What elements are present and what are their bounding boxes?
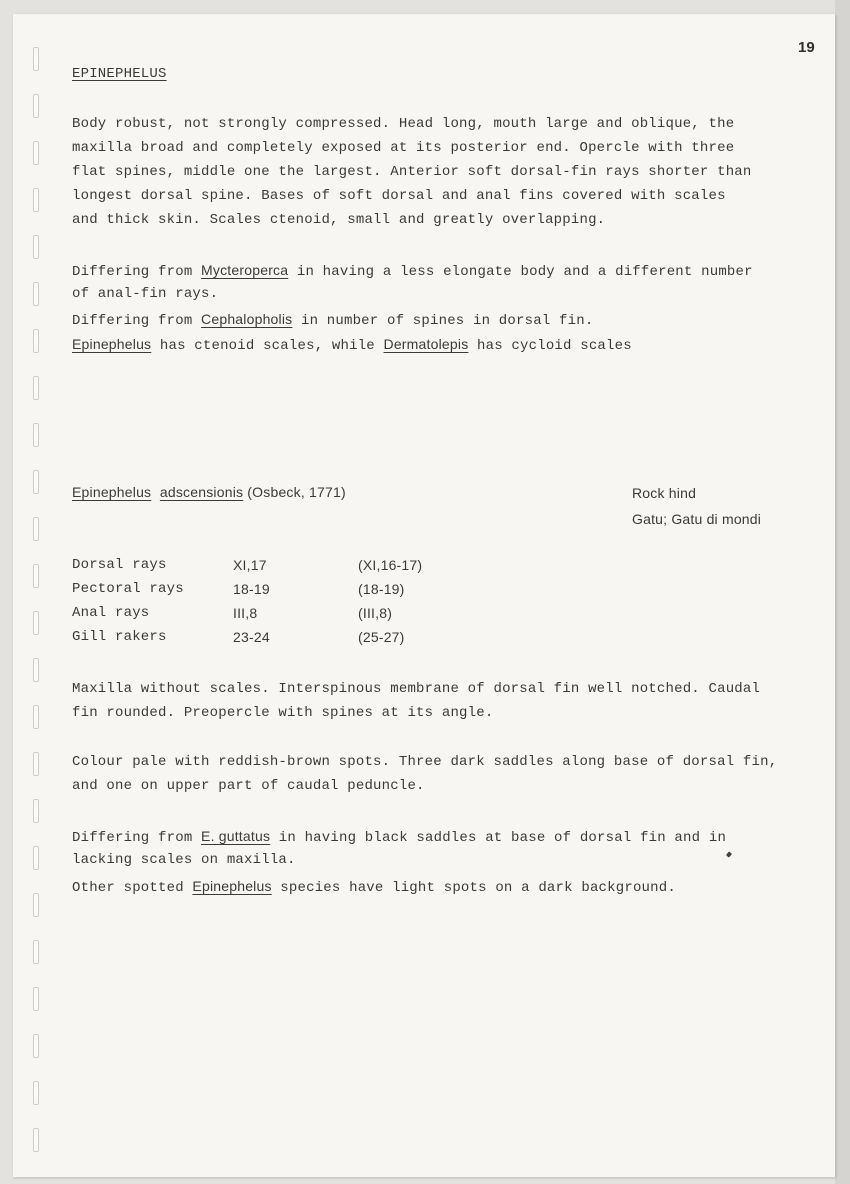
comparison-suffix: in having black saddles at base of dorsal fin and in xyxy=(270,830,727,846)
morphology-line: Maxilla without scales. Interspinous membrane of dorsal fin well notched. Caudal xyxy=(72,681,761,697)
meristic-range: (18-19) xyxy=(358,581,405,597)
species-name-guttatus: E. guttatus xyxy=(201,828,271,844)
meristic-label: Gill rakers xyxy=(72,629,167,645)
genus-heading: EPINEPHELUS xyxy=(72,66,167,82)
species-epithet: adscensionis xyxy=(159,484,244,500)
meristic-range: (XI,16-17) xyxy=(358,557,423,573)
meristic-label: Pectoral rays xyxy=(72,581,184,597)
species-common-name: Rock hind xyxy=(632,485,697,501)
genus-name-epinephelus: Epinephelus xyxy=(192,878,272,894)
colour-line: and one on upper part of caudal peduncle. xyxy=(72,778,425,794)
difference-suffix: has cycloid scales xyxy=(468,338,632,354)
difference-cephalopholis xyxy=(72,311,593,329)
page-number: 19 xyxy=(798,39,815,56)
genus-name-mycteroperca: Mycteroperca xyxy=(201,262,289,278)
species-authority: (Osbeck, 1771) xyxy=(243,484,346,500)
comparison-suffix: species have light spots on a dark background. xyxy=(271,880,676,896)
difference-mycteroperca xyxy=(72,262,753,280)
genus-description-line: maxilla broad and completely exposed at its posterior end. Opercle with three xyxy=(72,140,735,156)
meristic-value: 23-24 xyxy=(233,629,270,645)
scan-background-edge xyxy=(835,0,850,1184)
genus-description-line: and thick skin. Scales ctenoid, small and greatly overlapping. xyxy=(72,212,606,228)
meristic-label: Dorsal rays xyxy=(72,557,167,573)
species-title xyxy=(72,484,346,502)
difference-suffix: in having a less elongate body and a different number xyxy=(288,264,753,280)
morphology-line: fin rounded. Preopercle with spines at its angle. xyxy=(72,705,494,721)
difference-prefix: Differing from xyxy=(72,264,202,280)
genus-name-cephalopholis: Cephalopholis xyxy=(201,311,293,327)
meristic-label: Anal rays xyxy=(72,605,150,621)
comparison-prefix: Other spotted xyxy=(72,880,193,896)
genus-description-line: flat spines, middle one the largest. Anterior soft dorsal-fin rays shorter than xyxy=(72,164,752,180)
genus-description-line: Body robust, not strongly compressed. Head long, mouth large and oblique, the xyxy=(72,116,735,132)
difference-middle: has ctenoid scales, while xyxy=(151,338,384,354)
meristic-range: (III,8) xyxy=(358,605,393,621)
meristic-value: 18-19 xyxy=(233,581,270,597)
comparison-guttatus xyxy=(72,828,726,846)
difference-continuation: of anal-fin rays. xyxy=(72,286,219,302)
species-genus: Epinephelus xyxy=(72,484,152,500)
comparison-continuation: lacking scales on maxilla. xyxy=(72,852,296,868)
comparison-prefix: Differing from xyxy=(72,830,202,846)
meristic-range: (25-27) xyxy=(358,629,405,645)
comparison-others xyxy=(72,878,676,896)
meristic-value: XI,17 xyxy=(233,557,267,573)
colour-line: Colour pale with reddish-brown spots. Three dark saddles along base of dorsal fin, xyxy=(72,754,778,770)
genus-name-dermatolepis: Dermatolepis xyxy=(383,336,469,352)
genus-name-epinephelus: Epinephelus xyxy=(72,336,152,352)
species-local-names: Gatu; Gatu di mondi xyxy=(632,511,762,527)
meristic-value: III,8 xyxy=(233,605,258,621)
difference-suffix: in number of spines in dorsal fin. xyxy=(292,313,594,329)
difference-dermatolepis xyxy=(72,336,632,354)
difference-prefix: Differing from xyxy=(72,313,202,329)
genus-description-line: longest dorsal spine. Bases of soft dorsal and anal fins covered with scales xyxy=(72,188,726,204)
